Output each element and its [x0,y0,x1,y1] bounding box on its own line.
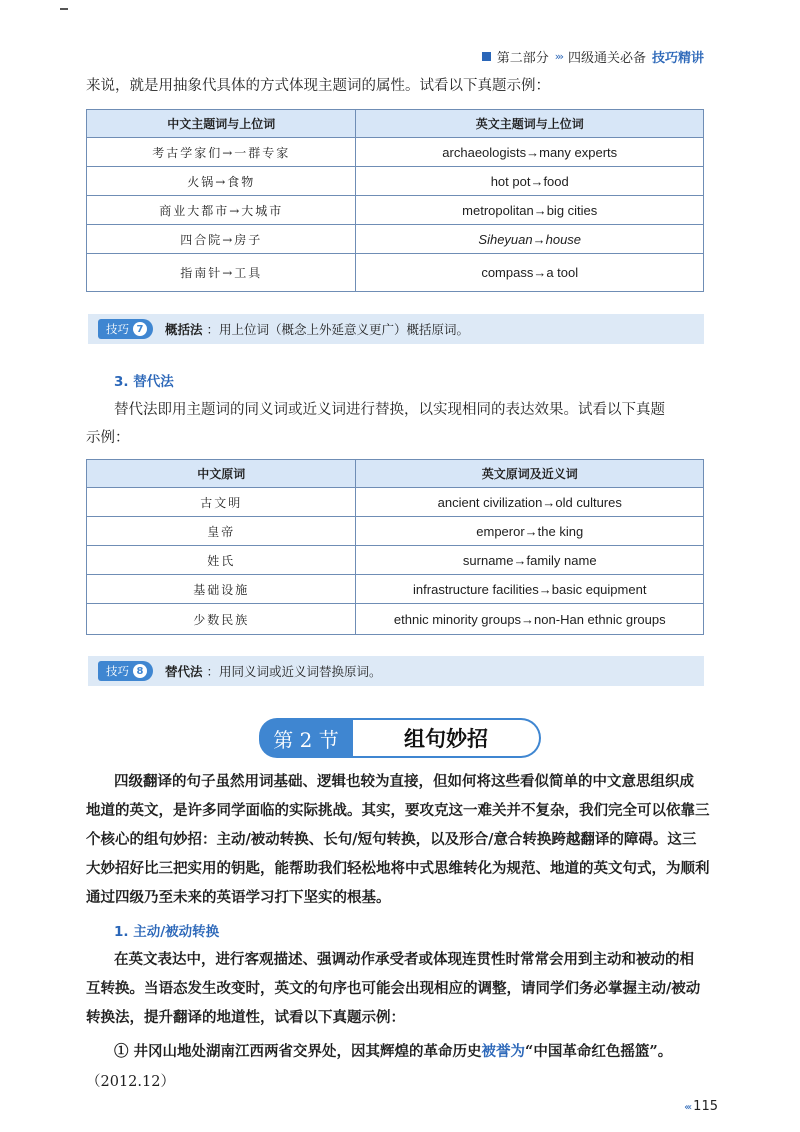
table-cell: 四合院→房子 [87,225,356,254]
table-header: 英文原词及近义词 [356,460,704,488]
subsection-1-heading: 1. 主动/被动转换 [114,924,220,940]
tip-8-badge [98,661,153,681]
tip-8-bar [88,656,704,686]
para-2-line: 地道的英文，是许多同学面临的实际挑战。其实，要攻克这一难关并不复杂，我们完全可以依靠三 [86,802,710,819]
header-square-icon [482,52,491,61]
table-synonyms [86,459,704,635]
table-cell: 古文明 [87,488,356,517]
section-3-heading: 3. 替代法 [114,374,174,390]
table-row [87,254,704,292]
table-cell: Siheyuan→house [356,225,704,254]
para-2-line: 通过四级乃至未来的英语学习打下坚实的根基。 [86,889,391,906]
section-banner [259,718,541,758]
tip-number: 8 [133,664,147,678]
table-row [87,167,704,196]
section-title: 组句妙招 [353,718,541,758]
table-cell: compass→a tool [356,254,704,292]
header-techniques: 技巧精讲 [651,51,704,66]
header-part: 第二部分 [496,51,549,66]
table-cell: 少数民族 [87,604,356,635]
tip-7-badge [98,319,153,339]
table-cell: surname→family name [356,546,704,575]
example-sentence [114,1038,672,1066]
table-cell: archaeologists→many experts [356,138,704,167]
tip-label: 技巧 [106,322,129,336]
table-header: 中文原词 [87,460,356,488]
para-3-line: 互转换。当语态发生改变时，英文的句序也可能会出现相应的调整，请同学们务必掌握主动/被动 [86,980,701,997]
table-cell: ancient civilization→old cultures [356,488,704,517]
example-before: 井冈山地处湖南江西两省交界处，因其辉煌的革命历史 [128,1043,482,1060]
table-row [87,225,704,254]
table-cell: infrastructure facilities→basic equipment [356,575,704,604]
header-guide: 四级通关必备 [567,51,646,66]
table-cell: metropolitan→big cities [356,196,704,225]
page-arrows: ‹‹‹ [684,1102,691,1113]
page-header [482,47,704,66]
table-row [87,575,704,604]
table-cell: 考古学家们→一群专家 [87,138,356,167]
table-cell: 皇帝 [87,517,356,546]
table-row [87,196,704,225]
table-cell: 指南针→工具 [87,254,356,292]
page-number-value: 115 [693,1099,718,1114]
example-year: （2012.12） [86,1074,175,1090]
tip-name: 替代法 [165,664,203,679]
table-row [87,517,704,546]
table-row [87,546,704,575]
para-3-line: 转换法，提升翻译的地道性，试看以下真题示例： [86,1009,405,1026]
section-number: 第 2 节 [259,718,353,758]
para-2-line: 四级翻译的句子虽然用词基础、逻辑也较为直接，但如何将这些看似简单的中文意思组织成 [114,773,694,790]
table-cell: 火锅→食物 [87,167,356,196]
para-2-line: 大妙招好比三把实用的钥匙，能帮助我们轻松地将中式思维转化为规范、地道的英文句式，为顺利 [86,860,710,877]
tip-text: ：用同义词或近义词替换原词。 [206,664,382,679]
para-3-line: 在英文表达中，进行客观描述、强调动作承受者或体现连贯性时常常会用到主动和被动的相 [114,951,694,968]
tip-7-bar [88,314,704,344]
table-cell: 姓氏 [87,546,356,575]
table-cell: emperor→the king [356,517,704,546]
tip-text: ：用上位词（概念上外延意义更广）概括原词。 [206,322,470,337]
table-row [87,604,704,635]
intro-line: 来说，就是用抽象代具体的方式体现主题词的属性。试看以下真题示例： [86,78,550,94]
table-row [87,488,704,517]
example-marker: ① [114,1043,129,1060]
tip-number: 7 [133,322,147,336]
table-cell: hot pot→food [356,167,704,196]
table-header: 中文主题词与上位词 [87,110,356,138]
table-row [87,138,704,167]
section-3-para-line-2: 示例： [86,430,130,446]
table-cell: 商业大都市→大城市 [87,196,356,225]
tip-name: 概括法 [165,322,203,337]
para-2-line: 个核心的组句妙招：主动/被动转换、长句/短句转换，以及形合/意合转换跨越翻译的障碍。这三 [86,831,697,848]
table-header: 英文主题词与上位词 [356,110,704,138]
example-after: “中国革命红色摇篮”。 [525,1043,673,1060]
table-cell: 基础设施 [87,575,356,604]
header-arrows: ››› [554,50,562,63]
example-highlight: 被誉为 [481,1043,526,1060]
table-hypernyms [86,109,704,292]
tip-label: 技巧 [106,664,129,678]
scan-mark [60,8,68,10]
section-3-para-line-1: 替代法即用主题词的同义词或近义词进行替换，以实现相同的表达效果。试看以下真题 [114,402,665,418]
page-number [684,1099,718,1114]
table-cell: ethnic minority groups→non-Han ethnic groups [356,604,704,635]
